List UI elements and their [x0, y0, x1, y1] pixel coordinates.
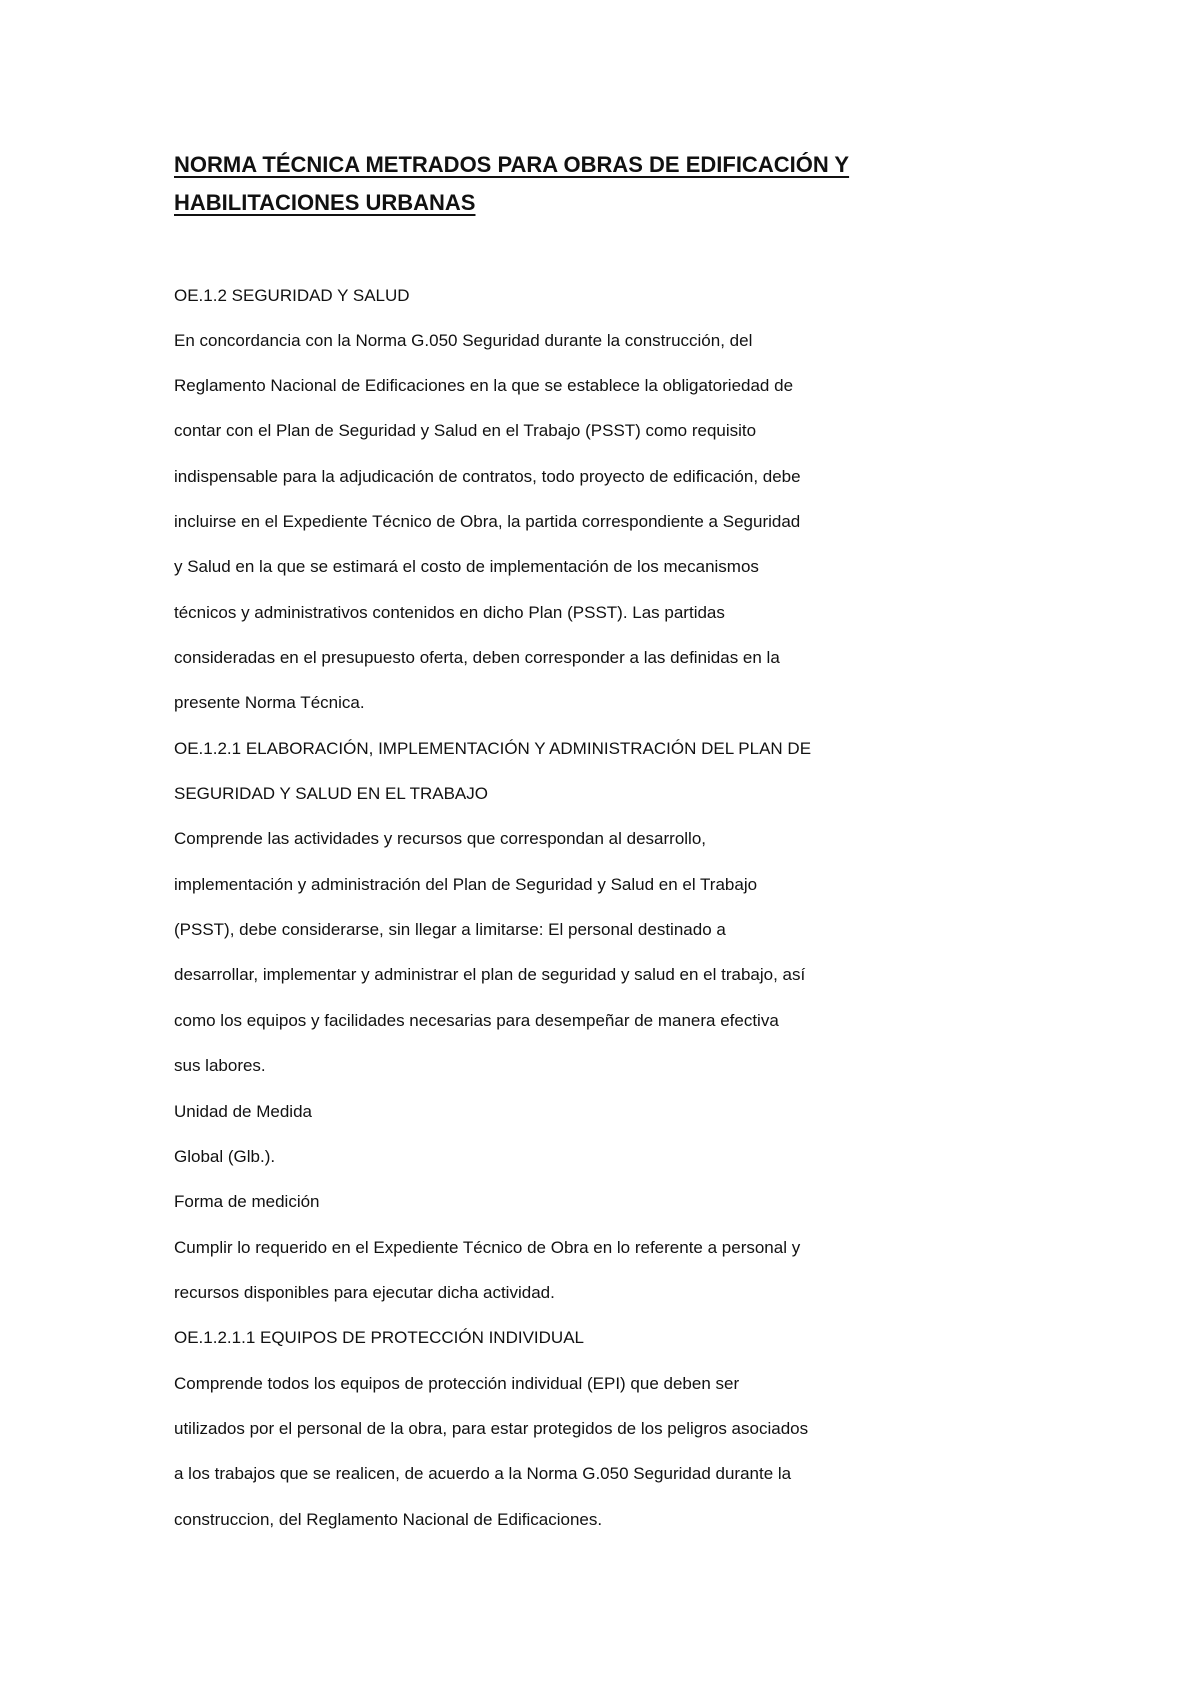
- paragraph-line: desarrollar, implementar y administrar el plan de seguridad y salud en el trabajo, así: [174, 965, 806, 984]
- paragraph-line: Reglamento Nacional de Edificaciones en la que se establece la obligatoriedad de: [174, 376, 794, 395]
- paragraph-line: (PSST), debe considerarse, sin llegar a limitarse: El personal destinado a: [174, 920, 726, 939]
- document-title: [174, 146, 1034, 222]
- title-line: HABILITACIONES URBANAS: [174, 190, 476, 215]
- unit-label: Unidad de Medida: [174, 1102, 312, 1121]
- paragraph-line: incluirse en el Expediente Técnico de Obra, la partida correspondiente a Seguridad: [174, 512, 801, 531]
- paragraph-line: Comprende todos los equipos de protección individual (EPI) que deben ser: [174, 1374, 740, 1393]
- section-heading-epi: OE.1.2.1.1 EQUIPOS DE PROTECCIÓN INDIVIDUAL: [174, 1328, 584, 1347]
- paragraph-line: implementación y administración del Plan de Seguridad y Salud en el Trabajo: [174, 875, 758, 894]
- section-heading-plan: SEGURIDAD Y SALUD EN EL TRABAJO: [174, 784, 488, 803]
- title-line: NORMA TÉCNICA METRADOS PARA OBRAS DE EDIFICACIÓN Y: [174, 152, 850, 177]
- paragraph-line: utilizados por el personal de la obra, para estar protegidos de los peligros asociados: [174, 1419, 809, 1438]
- paragraph-line: y Salud en la que se estimará el costo de implementación de los mecanismos: [174, 557, 759, 576]
- unit-value: Global (Glb.).: [174, 1147, 276, 1166]
- paragraph-line: Comprende las actividades y recursos que correspondan al desarrollo,: [174, 829, 707, 848]
- section-heading-seguridad: OE.1.2 SEGURIDAD Y SALUD: [174, 286, 410, 305]
- paragraph-line: presente Norma Técnica.: [174, 693, 365, 712]
- section-heading-plan: OE.1.2.1 ELABORACIÓN, IMPLEMENTACIÓN Y ADMINISTRACIÓN DEL PLAN DE: [174, 739, 812, 758]
- paragraph-line: indispensable para la adjudicación de contratos, todo proyecto de edificación, debe: [174, 467, 801, 486]
- paragraph-line: Cumplir lo requerido en el Expediente Técnico de Obra en lo referente a personal y: [174, 1238, 801, 1257]
- paragraph-line: como los equipos y facilidades necesarias para desempeñar de manera efectiva: [174, 1011, 779, 1030]
- paragraph-line: técnicos y administrativos contenidos en dicho Plan (PSST). Las partidas: [174, 603, 725, 622]
- paragraph-line: contar con el Plan de Seguridad y Salud en el Trabajo (PSST) como requisito: [174, 421, 757, 440]
- paragraph-line: recursos disponibles para ejecutar dicha actividad.: [174, 1283, 555, 1302]
- measure-label: Forma de medición: [174, 1192, 320, 1211]
- paragraph-line: a los trabajos que se realicen, de acuerdo a la Norma G.050 Seguridad durante la: [174, 1464, 792, 1483]
- paragraph-line: consideradas en el presupuesto oferta, deben corresponder a las definidas en la: [174, 648, 780, 667]
- paragraph-line: En concordancia con la Norma G.050 Seguridad durante la construcción, del: [174, 331, 753, 350]
- paragraph-line: sus labores.: [174, 1056, 266, 1075]
- paragraph-line: construccion, del Reglamento Nacional de Edificaciones.: [174, 1510, 603, 1529]
